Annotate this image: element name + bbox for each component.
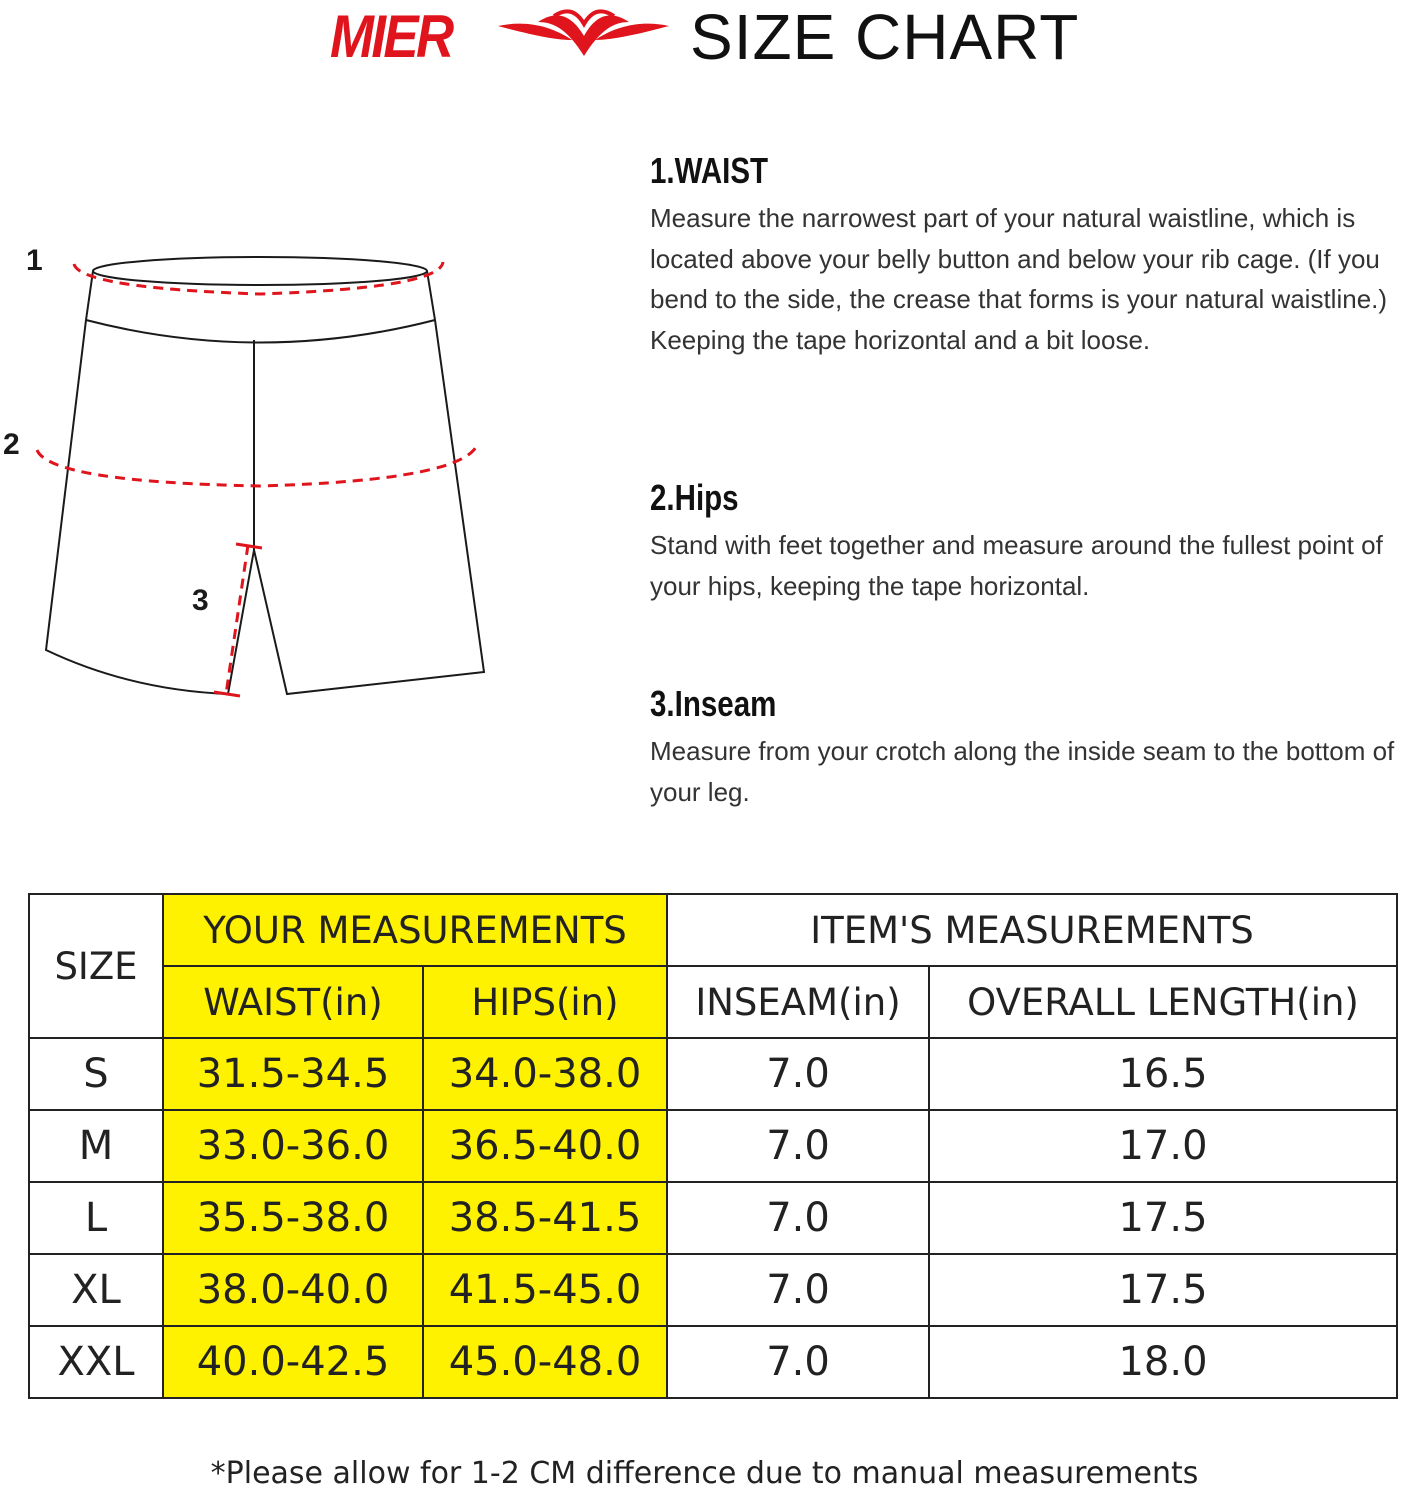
size-cell: S [29, 1038, 163, 1110]
shorts-waistband-bottom [86, 320, 435, 343]
waist-column-header: WAIST(in) [163, 966, 423, 1038]
overall-length-cell: 17.5 [929, 1254, 1397, 1326]
inseam-text: Measure from your crotch along the inside seam to the bottom of your leg. [650, 736, 1395, 807]
waist-measure-line [74, 262, 443, 294]
shorts-outline [46, 271, 484, 694]
table-row [29, 1326, 1397, 1398]
hips-measure-line [37, 442, 478, 486]
size-cell: L [29, 1182, 163, 1254]
wing-logo-icon [496, 6, 671, 58]
waist-cell: 38.0-40.0 [163, 1254, 423, 1326]
waist-text: Measure the narrowest part of your natural waistline, which is located above your belly button and below your rib cage. (If you bend to the side, the crease that forms is your natural waistline.) Keeping the tape horizontal and a bit loose. [650, 203, 1388, 355]
hips-cell: 41.5-45.0 [423, 1254, 667, 1326]
inseam-measure-line [226, 545, 248, 694]
overall-length-cell: 17.0 [929, 1110, 1397, 1182]
diagram-label-inseam: 3 [192, 584, 209, 617]
inseam-cell: 7.0 [667, 1110, 929, 1182]
item-measurements-header: ITEM'S MEASUREMENTS [667, 894, 1397, 966]
size-cell: XXL [29, 1326, 163, 1398]
hips-section [650, 477, 1409, 606]
hips-text: Stand with feet together and measure around the fullest point of your hips, keeping the tape horizontal. [650, 530, 1383, 601]
size-column-header: SIZE [29, 894, 163, 1038]
inseam-section [650, 683, 1409, 812]
table-subheader-row [29, 966, 1397, 1038]
overall-length-cell: 17.5 [929, 1182, 1397, 1254]
inseam-cell: 7.0 [667, 1254, 929, 1326]
table-row [29, 1182, 1397, 1254]
diagram-label-hips: 2 [3, 428, 20, 461]
hips-cell: 34.0-38.0 [423, 1038, 667, 1110]
overall-length-column-header: OVERALL LENGTH(in) [929, 966, 1397, 1038]
footer-note: *Please allow for 1-2 CM difference due to manual measurements [210, 1456, 1199, 1491]
brand-logo-text: MIER [330, 3, 452, 70]
diagram-label-waist: 1 [26, 244, 43, 277]
header [0, 0, 1409, 80]
overall-length-cell: 16.5 [929, 1038, 1397, 1110]
overall-length-cell: 18.0 [929, 1326, 1397, 1398]
hips-cell: 38.5-41.5 [423, 1182, 667, 1254]
inseam-cell: 7.0 [667, 1326, 929, 1398]
waist-heading: 1.WAIST [650, 150, 769, 191]
table-row [29, 1254, 1397, 1326]
table-row [29, 1110, 1397, 1182]
size-table [28, 893, 1398, 1399]
waist-cell: 33.0-36.0 [163, 1110, 423, 1182]
table-row [29, 1038, 1397, 1110]
inseam-heading: 3.Inseam [650, 683, 777, 724]
inseam-column-header: INSEAM(in) [667, 966, 929, 1038]
table-header-row [29, 894, 1397, 966]
hips-cell: 45.0-48.0 [423, 1326, 667, 1398]
inseam-cell: 7.0 [667, 1038, 929, 1110]
hips-heading: 2.Hips [650, 477, 739, 518]
size-cell: M [29, 1110, 163, 1182]
waist-cell: 35.5-38.0 [163, 1182, 423, 1254]
shorts-diagram [0, 230, 500, 710]
waist-cell: 40.0-42.5 [163, 1326, 423, 1398]
hips-cell: 36.5-40.0 [423, 1110, 667, 1182]
waist-cell: 31.5-34.5 [163, 1038, 423, 1110]
shorts-waistband-top [93, 257, 427, 285]
inseam-cell: 7.0 [667, 1182, 929, 1254]
page-title: SIZE CHART [690, 1, 1080, 73]
your-measurements-header: YOUR MEASUREMENTS [163, 894, 667, 966]
hips-column-header: HIPS(in) [423, 966, 667, 1038]
size-cell: XL [29, 1254, 163, 1326]
waist-section [650, 150, 1409, 360]
